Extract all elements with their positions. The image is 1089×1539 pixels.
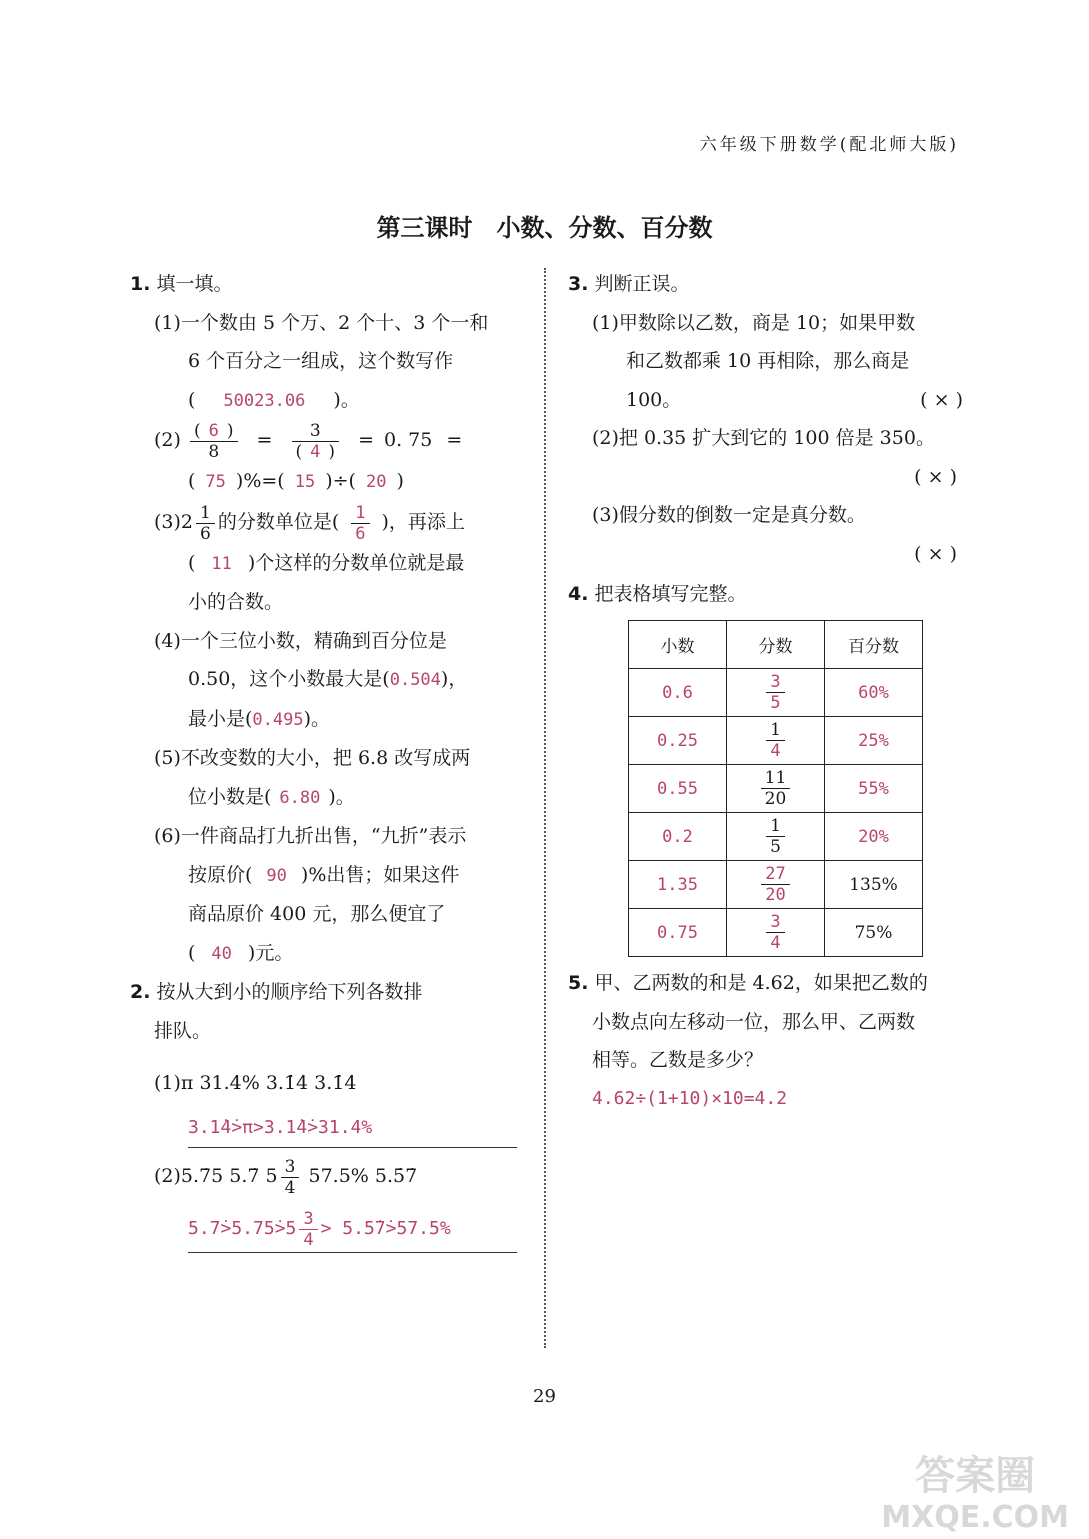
q3-heading: 3. 判断正误。 [568, 273, 690, 295]
judgement: ( × ) [920, 388, 963, 411]
q1-p3-line2: ( 11 )个这样的分数单位就是最 [188, 551, 465, 574]
judgement: ( × ) [914, 465, 957, 488]
header-percent: 百分数 [825, 621, 923, 669]
q1-p1: (1)一个数由 5 个万、2 个十、3 个一和 6 个百分之一组成，这个数写作 ( 50023.06 )。 [154, 311, 489, 411]
q1-p3: (3)2 $\frac{1}{6}$ 的分数单位是( $\frac{1}{6}$ )，再添上 [154, 502, 465, 544]
table-row: 0.75 $\frac{3}{4}$ 75% [629, 909, 923, 957]
q1-p2-line2: ( 75 )%=( 15 )÷( 20 ) [188, 469, 404, 492]
q2-heading: 2. 按从大到小的顺序给下列各数排 排队。 [130, 981, 423, 1042]
table-row: 0.25 $\frac{1}{4}$ 25% [629, 717, 923, 765]
column-divider [544, 268, 546, 1348]
answer-fraction: $\frac{1}{6}$ [351, 503, 369, 544]
q2-p1: (1)π 31.4% 3.1̇4̇ 3.1̇4̇ [154, 1072, 357, 1094]
q5: 5. 甲、乙两数的和是 4.62，如果把乙数的 小数点向左移动一位，那么甲、乙两数 相等。乙数是多少？ 4.62÷(1+10)×10=4.2 [568, 964, 968, 1118]
answer-fraction: $\frac{3}{4}$ [299, 1209, 317, 1250]
q5-answer: 4.62÷(1+10)×10=4.2 [592, 1087, 788, 1109]
header-fraction: 分数 [727, 621, 825, 669]
fraction: $\frac{3}{( 4 )}$ [292, 421, 340, 462]
q1-p5: (5)不改变数的大小，把 6.8 改写成两 位小数是( 6.80 )。 [154, 747, 471, 808]
fraction: $\frac{( 6 )}{8}$ [190, 421, 238, 462]
watermark-logo: 答案圈 MXQE.COM [881, 1453, 1069, 1535]
table-row: 0.55 $\frac{11}{20}$ 55% [629, 765, 923, 813]
q3-p1: (1)甲数除以乙数，商是 10；如果甲数 和乙数都乘 10 再相除，那么商是 100。 ( × ) [568, 304, 963, 420]
left-column [130, 265, 525, 1253]
judgement: ( × ) [914, 542, 957, 565]
q1-p3-line3: 小的合数。 [188, 591, 284, 613]
answer: 50023.06 [223, 390, 306, 411]
q2-p1-answer: 3.1̇4̇>π>3.1̇4̇>31.4% [188, 1109, 517, 1149]
header-decimal: 小数 [629, 621, 727, 669]
table-row: 0.6 $\frac{3}{5}$ 60% [629, 669, 923, 717]
q3-p3: (3)假分数的倒数一定是真分数。 ( × ) [568, 496, 963, 573]
q2-p2-answer: 5.7̇>5.75̇>5 $\frac{3}{4}$ > 5.5̇7̇>57.5% [188, 1206, 517, 1253]
fraction: $\frac{1}{6}$ [196, 503, 215, 544]
lesson-title: 第三课时 小数、分数、百分数 [376, 214, 713, 242]
fraction: $\frac{3}{4}$ [281, 1157, 300, 1198]
q1-p4: (4)一个三位小数，精确到百分位是 0.50，这个小数最大是(0.504)， 最小是(0.495)。 [154, 629, 468, 730]
q1-p6: (6)一件商品打九折出售，“九折”表示 按原价( 90 )%出售；如果这件 商品原价 400 元，那么便宜了 ( 40 )元。 [154, 825, 467, 964]
table-row: 1.35 $\frac{27}{20}$ 135% [629, 861, 923, 909]
conversion-table [628, 620, 923, 957]
q3-p2: (2)把 0.35 扩大到它的 100 倍是 350。 ( × ) [568, 419, 963, 496]
q1-p2: (2) $\frac{( 6 )}{8}$ = $\frac{3}{( 4 )}$ = 0. 75 = [154, 420, 463, 462]
q4-heading: 4. 把表格填写完整。 [568, 583, 747, 605]
page-number: 29 [533, 1386, 556, 1407]
table-row: 0.2 $\frac{1}{5}$ 20% [629, 813, 923, 861]
q1-heading: 1. 填一填。 [130, 273, 233, 295]
book-header: 六年级下册数学(配北师大版) [699, 135, 959, 155]
q2-p2: (2)5.7̇5 5.7̇ 5 $\frac{3}{4}$ 57.5% 5.5̇7̇ [154, 1156, 418, 1198]
right-column [568, 265, 963, 614]
